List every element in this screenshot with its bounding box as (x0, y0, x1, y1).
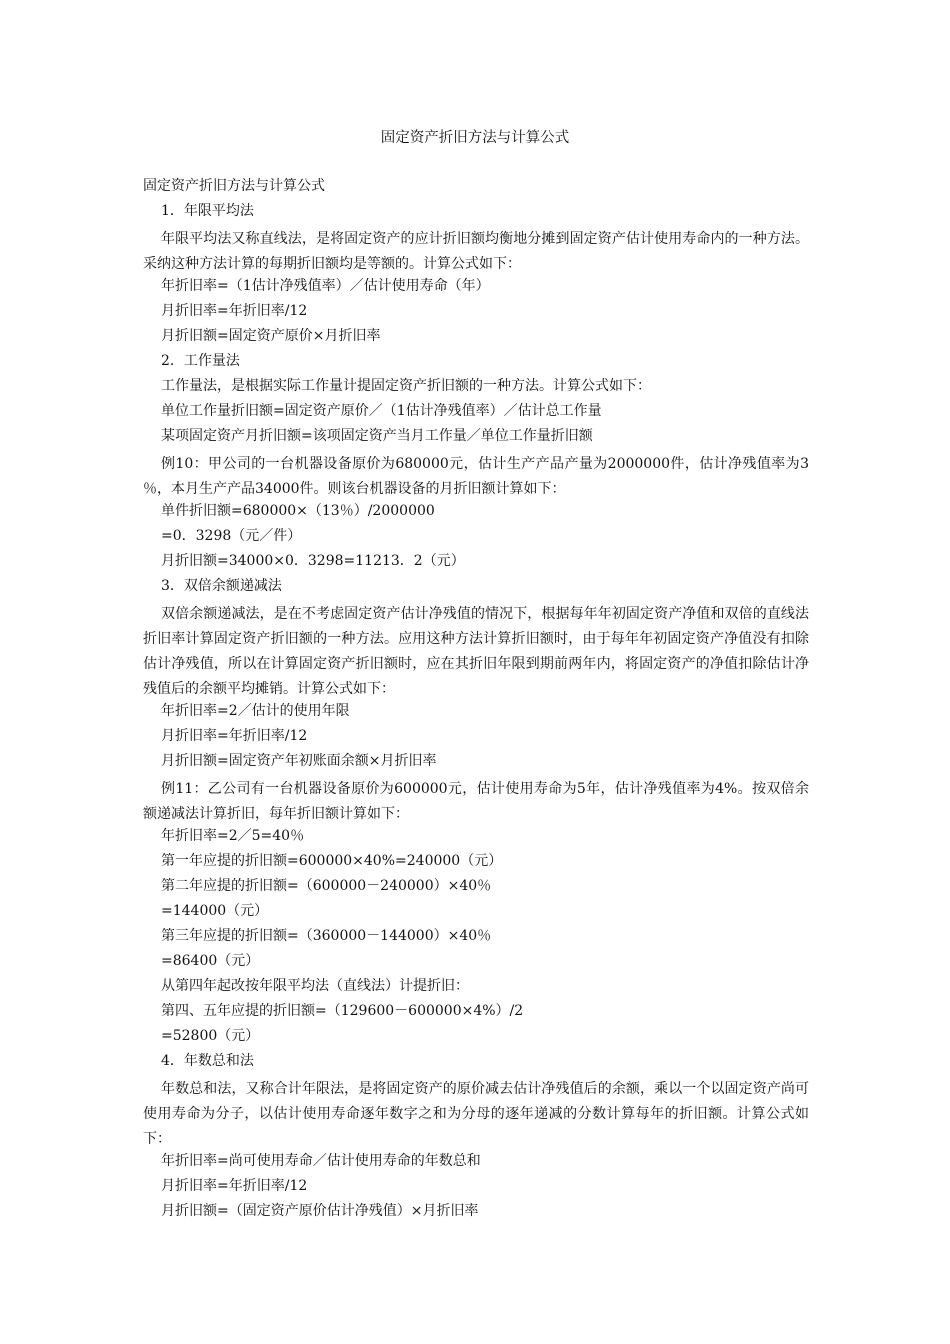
document-title: 固定资产折旧方法与计算公式 (380, 130, 570, 146)
paragraph: 双倍余额递减法，是在不考虑固定资产估计净残值的情况下，根据每年年初固定资产净值和双倍的直线法折旧率计算固定资产折旧额的一种方法。应用这种方法计算折旧额时，由于每年年初固定资产净值没有扣除估计净残值，所以在计算固定资产折旧额时，应在其折旧年限到期前两年内，将固定资产的净值扣除估计净残值后的余额平均摊销。计算公式如下： (143, 606, 809, 697)
text-line: 月折旧率=年折旧率/12 (161, 1178, 308, 1194)
text-line: 2．工作量法 (161, 353, 240, 369)
text-line: 月折旧率=年折旧率/12 (161, 303, 308, 319)
text-line: 月折旧额=34000×0．3298=11213．2（元） (161, 553, 465, 569)
text-line: 单件折旧额=680000×（13％）/2000000 (161, 503, 435, 519)
text-line: 年折旧率=2／估计的使用年限 (161, 703, 350, 719)
text-line: 1．年限平均法 (161, 203, 254, 219)
text-line: 月折旧额=（固定资产原价估计净残值）×月折旧率 (161, 1203, 479, 1219)
text-line: 月折旧率=年折旧率/12 (161, 728, 308, 744)
text-line: 年折旧率=尚可使用寿命／估计使用寿命的年数总和 (161, 1153, 481, 1169)
text-line: 单位工作量折旧额=固定资产原价／（1估计净残值率）／估计总工作量 (161, 403, 602, 419)
text-line: 月折旧额=固定资产原价×月折旧率 (161, 328, 381, 344)
text-line: 第一年应提的折旧额=600000×40%=240000（元） (161, 853, 503, 869)
text-line: 第三年应提的折旧额=（360000－144000）×40％ (161, 928, 492, 944)
text-line: 月折旧额=固定资产年初账面余额×月折旧率 (161, 753, 437, 769)
text-line: 第二年应提的折旧额=（600000－240000）×40％ (161, 878, 492, 894)
text-line: =52800（元） (161, 1028, 260, 1044)
text-line: 固定资产折旧方法与计算公式 (143, 178, 325, 194)
paragraph: 年限平均法又称直线法，是将固定资产的应计折旧额均衡地分摊到固定资产估计使用寿命内的一种方法。采纳这种方法计算的每期折旧额均是等额的。计算公式如下： (143, 231, 809, 272)
text-line: 工作量法，是根据实际工作量计提固定资产折旧额的一种方法。计算公式如下： (161, 378, 651, 394)
paragraph: 年数总和法，又称合计年限法，是将固定资产的原价减去估计净残值后的余额，乘以一个以固定资产尚可使用寿命为分子，以估计使用寿命逐年数字之和为分母的逐年递减的分数计算每年的折旧额。计算公式如下： (143, 1081, 809, 1147)
text-line: 第四、五年应提的折旧额=（129600－600000×4%）/2 (161, 1003, 524, 1019)
text-line: 4．年数总和法 (161, 1053, 254, 1069)
text-line: 从第四年起改按年限平均法（直线法）计提折旧： (161, 978, 469, 994)
text-line: 3．双倍余额递减法 (161, 578, 282, 594)
text-line: =86400（元） (161, 953, 260, 969)
text-line: 年折旧率=（1估计净残值率）／估计使用寿命（年） (161, 278, 490, 294)
document-body (143, 177, 809, 1227)
paragraph: 例11：乙公司有一台机器设备原价为600000元，估计使用寿命为5年，估计净残值率为4%。按双倍余额递减法计算折旧，每年折旧额计算如下： (143, 781, 809, 822)
text-line: 年折旧率=2／5=40％ (161, 828, 305, 844)
text-line: =0．3298（元／件） (161, 528, 302, 544)
text-line: =144000（元） (161, 903, 269, 919)
text-line: 某项固定资产月折旧额=该项固定资产当月工作量／单位工作量折旧额 (161, 428, 593, 444)
paragraph: 例10：甲公司的一台机器设备原价为680000元，估计生产产品产量为2000000件，估计净残值率为3 ％，本月生产产品34000件。则该台机器设备的月折旧额计算如下： (143, 456, 809, 497)
